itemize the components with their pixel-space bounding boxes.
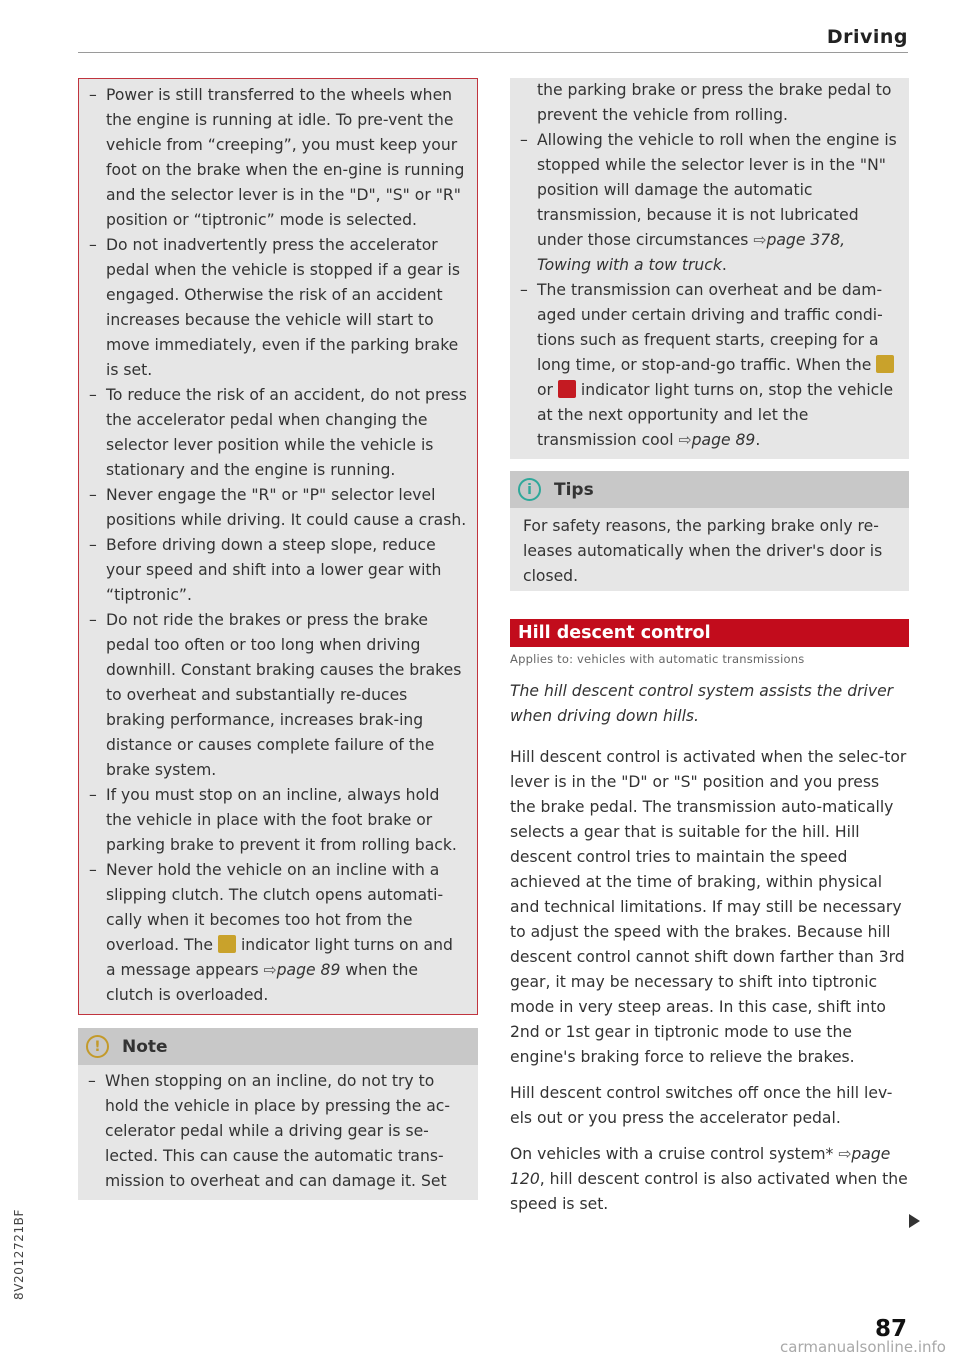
list-item: – Never engage the "R" or "P" selector level positions while driving. It could cause a crash. (89, 483, 467, 533)
warning-box (78, 78, 478, 1015)
list-item: – Do not ride the brakes or press the brake pedal too often or too long when driving downhill. Constant braking causes the brakes to overheat and substantially re-duces braking performance, increases brak-ing distance or causes complete failure of the brake system. (89, 608, 467, 783)
section-heading: Hill descent control (510, 619, 909, 647)
left-column (78, 78, 478, 1200)
page-ref-arrow-icon: ⇨ (263, 961, 277, 979)
warning-list (89, 83, 467, 1008)
transmission-yellow-icon (876, 355, 894, 373)
note-list (88, 1069, 468, 1194)
header-divider (78, 52, 908, 53)
chapter-title: Driving (826, 26, 908, 48)
text-span: . (721, 256, 727, 274)
page-reference-link[interactable]: page 378, Towing with a tow truck (537, 231, 846, 274)
watermark: carmanualsonline.info (780, 1338, 946, 1356)
note-box (78, 1065, 478, 1200)
text-span: , hill descent control is also activated when the speed is set. (510, 1170, 908, 1213)
page-ref-arrow-icon: ⇨ (678, 431, 692, 449)
list-item: – Before driving down a steep slope, reduce your speed and shift into a lower gear with “tiptronic”. (89, 533, 467, 608)
applies-to-note: Applies to: vehicles with automatic transmissions (510, 652, 805, 666)
note-exclamation-icon: ! (86, 1035, 109, 1058)
list-item (520, 128, 899, 278)
text-span: The transmission can overheat and be dam-aged under certain driving and traffic condi-tions such as frequent starts, creeping for a long time, or stop-and-go traffic. When the (537, 281, 883, 374)
text-span: Never hold the vehicle on an incline with a slipping clutch. The clutch opens automati-cally when it becomes too hot from the overload. The (106, 861, 444, 954)
list-item (520, 278, 899, 453)
list-item: – If you must stop on an incline, always hold the vehicle in place with the foot brake or parking brake to prevent it from rolling back. (89, 783, 467, 858)
list-item: – When stopping on an incline, do not try to hold the vehicle in place by pressing the ac-celerator pedal while a driving gear is se-lected. This can cause the automatic trans-mission to overheat and can damage it. Set (88, 1069, 468, 1194)
list-item: – Power is still transferred to the wheels when the engine is running at idle. To pre-vent the vehicle from “creeping”, you must keep your foot on the brake when the en-gine is running and the selector lever is in the "D", "S" or "R" position or “tiptronic” mode is selected. (89, 83, 467, 233)
continue-arrow-icon (909, 1214, 920, 1228)
right-column (510, 78, 909, 1217)
note-continuation-box (510, 78, 909, 459)
page-reference-link[interactable]: page 89 (691, 431, 756, 449)
list-item (89, 858, 467, 1008)
note-header (78, 1028, 478, 1065)
page-ref-arrow-icon: ⇨ (753, 231, 767, 249)
note-list-cont (520, 128, 899, 453)
section-intro: The hill descent control system assists the driver when driving down hills. (510, 682, 894, 725)
body-paragraph (510, 1142, 909, 1217)
list-item: – To reduce the risk of an accident, do not press the accelerator pedal when changing the selector lever position while the vehicle is stationary and the engine is running. (89, 383, 467, 483)
note-continuation-text: the parking brake or press the brake pedal to prevent the vehicle from rolling. (537, 81, 892, 124)
text-span: indicator light turns on and a message appears (106, 936, 453, 979)
text-span: or (537, 381, 558, 399)
transmission-warning-icon (218, 935, 236, 953)
list-item: – Do not inadvertently press the accelerator pedal when the vehicle is stopped if a gear is engaged. Otherwise the risk of an accident increases because the vehicle will start to move immediately, even if the parking brake is set. (89, 233, 467, 383)
page-number: 87 (874, 1316, 907, 1342)
note-title: Note (122, 1036, 168, 1057)
document-code: 8V2012721BF (12, 1208, 26, 1300)
tips-text: For safety reasons, the parking brake only re-leases automatically when the driver's door is closed. (523, 517, 883, 585)
body-paragraph: Hill descent control is activated when the selec-tor lever is in the "D" or "S" position and you press the brake pedal. The transmission auto-matically selects a gear that is suitable for the hill. Hill descent control tries to maintain the speed achieved at the time of braking, within physical and technical limitations. If may still be necessary to adjust the speed with the brakes. Because hill descent control cannot shift down farther than 3rd gear, it may be necessary to shift into tiptronic mode in very steep areas. In this case, shift into 2nd or 1st gear in tiptronic mode to use the engine's braking force to relieve the brakes. (510, 748, 907, 1066)
body-paragraph: Hill descent control switches off once the hill lev-els out or you press the accelerator pedal. (510, 1084, 893, 1127)
text-span: Allowing the vehicle to roll when the engine is stopped while the selector lever is in the "N" position will damage the automatic transmission, because it is not lubricated under those circumstances (537, 131, 897, 249)
text-span: On vehicles with a cruise control system* (510, 1145, 839, 1163)
page-ref-arrow-icon: ⇨ (838, 1145, 852, 1163)
page-reference-link[interactable]: page 120 (510, 1145, 891, 1188)
text-span: . (755, 431, 761, 449)
tips-header (510, 471, 909, 508)
text-span: when the clutch is overloaded. (106, 961, 418, 1004)
tips-title: Tips (554, 479, 594, 500)
tips-box (510, 508, 909, 591)
transmission-red-icon (558, 380, 576, 398)
info-icon: i (518, 478, 541, 501)
page-reference-link[interactable]: page 89 (276, 961, 341, 979)
text-span: indicator light turns on, stop the vehicle at the next opportunity and let the transmission cool (537, 381, 894, 449)
